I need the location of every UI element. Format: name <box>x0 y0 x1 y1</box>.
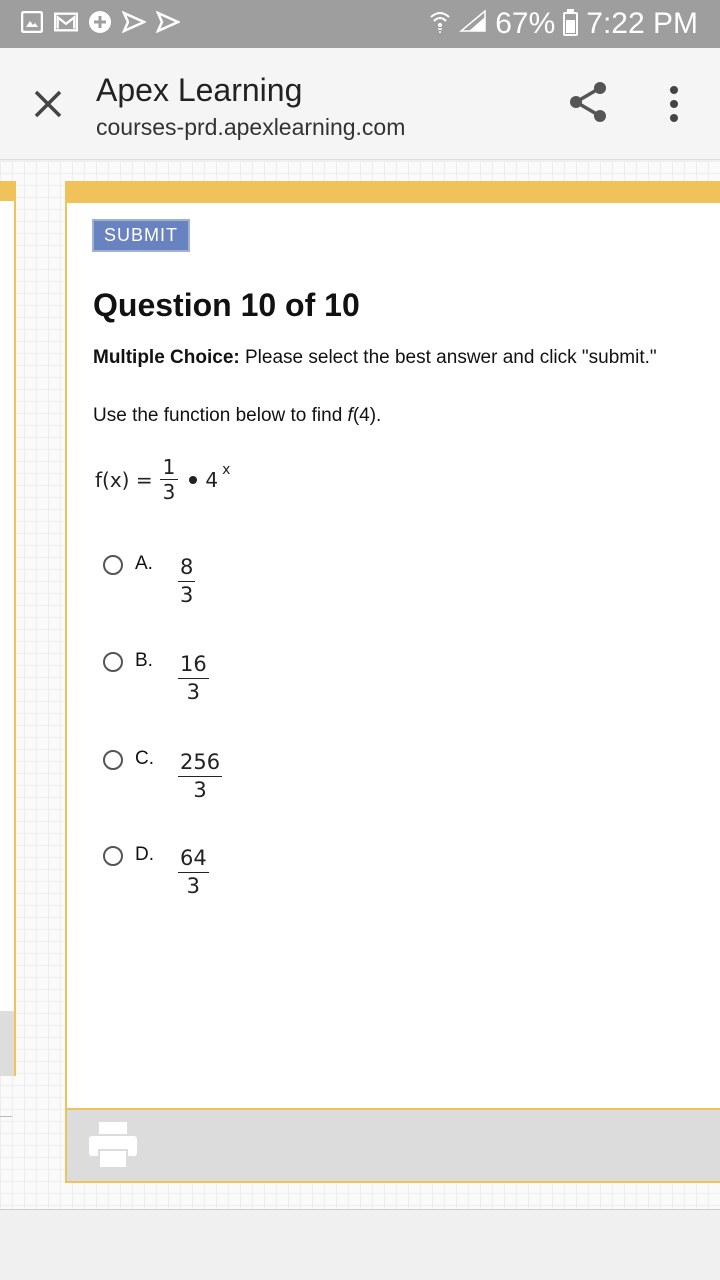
more-options-button[interactable] <box>660 84 688 124</box>
more-vert-icon <box>670 86 678 94</box>
gmail-icon <box>54 10 78 34</box>
side-panel <box>0 181 16 1076</box>
submit-button[interactable]: SUBMIT <box>92 219 190 252</box>
choice-letter: D. <box>135 844 154 865</box>
choice-b-radio[interactable] <box>103 652 123 672</box>
signal-icon <box>459 7 487 41</box>
choice-fraction: $\frac{64}{3}$ <box>180 846 207 898</box>
choice-c[interactable] <box>103 748 225 801</box>
choice-fraction: $\frac{256}{3}$ <box>180 750 221 802</box>
formula-fraction: $\frac{1}{3}$ <box>160 457 179 502</box>
close-icon <box>28 84 68 124</box>
question-prompt: Use the function below to find f(4). <box>93 405 382 426</box>
choice-a[interactable] <box>103 553 198 606</box>
send-check-icon-2 <box>156 10 180 34</box>
formula-lhs: f(x) = <box>95 467 153 492</box>
function-formula <box>95 457 230 502</box>
wifi-icon <box>429 7 451 41</box>
question-panel <box>65 181 720 1183</box>
choice-c-radio[interactable] <box>103 750 123 770</box>
page-title: Apex Learning <box>96 72 303 108</box>
choice-fraction: $\frac{16}{3}$ <box>180 652 207 704</box>
add-circle-icon <box>88 10 112 34</box>
web-page <box>0 161 720 1209</box>
choice-d[interactable] <box>103 844 212 897</box>
divider <box>0 1116 12 1117</box>
choice-fraction: $\frac{8}{3}$ <box>180 555 194 607</box>
send-check-icon <box>122 10 146 34</box>
print-icon <box>87 1120 139 1170</box>
choice-b[interactable] <box>103 650 212 703</box>
instructions <box>93 347 657 369</box>
status-bar <box>0 0 720 48</box>
share-icon <box>566 80 610 124</box>
formula-exponent: x <box>222 461 231 478</box>
choice-letter: A. <box>135 553 153 574</box>
share-button[interactable] <box>566 80 610 124</box>
choice-letter: C. <box>135 748 154 769</box>
choice-a-radio[interactable] <box>103 555 123 575</box>
page-url: courses-prd.apexlearning.com <box>96 114 406 140</box>
formula-base: 4 <box>205 467 219 492</box>
system-status <box>429 7 698 41</box>
instructions-text: Please select the best answer and click "submit." <box>239 347 657 368</box>
side-panel-footer <box>0 1011 16 1076</box>
custom-tab-toolbar <box>0 48 720 160</box>
bottom-bar <box>0 1209 720 1280</box>
battery-percent: 67% <box>495 7 556 40</box>
notification-icons <box>20 10 180 34</box>
instructions-label: Multiple Choice: <box>93 347 240 368</box>
clock: 7:22 PM <box>586 7 698 40</box>
gallery-icon <box>20 10 44 34</box>
choice-d-radio[interactable] <box>103 846 123 866</box>
print-button[interactable] <box>87 1120 139 1170</box>
choice-letter: B. <box>135 650 153 671</box>
panel-footer <box>65 1108 720 1181</box>
close-button[interactable] <box>28 84 68 124</box>
question-title: Question 10 of 10 <box>93 287 360 323</box>
battery-icon <box>563 12 578 36</box>
multiply-dot <box>189 476 197 484</box>
